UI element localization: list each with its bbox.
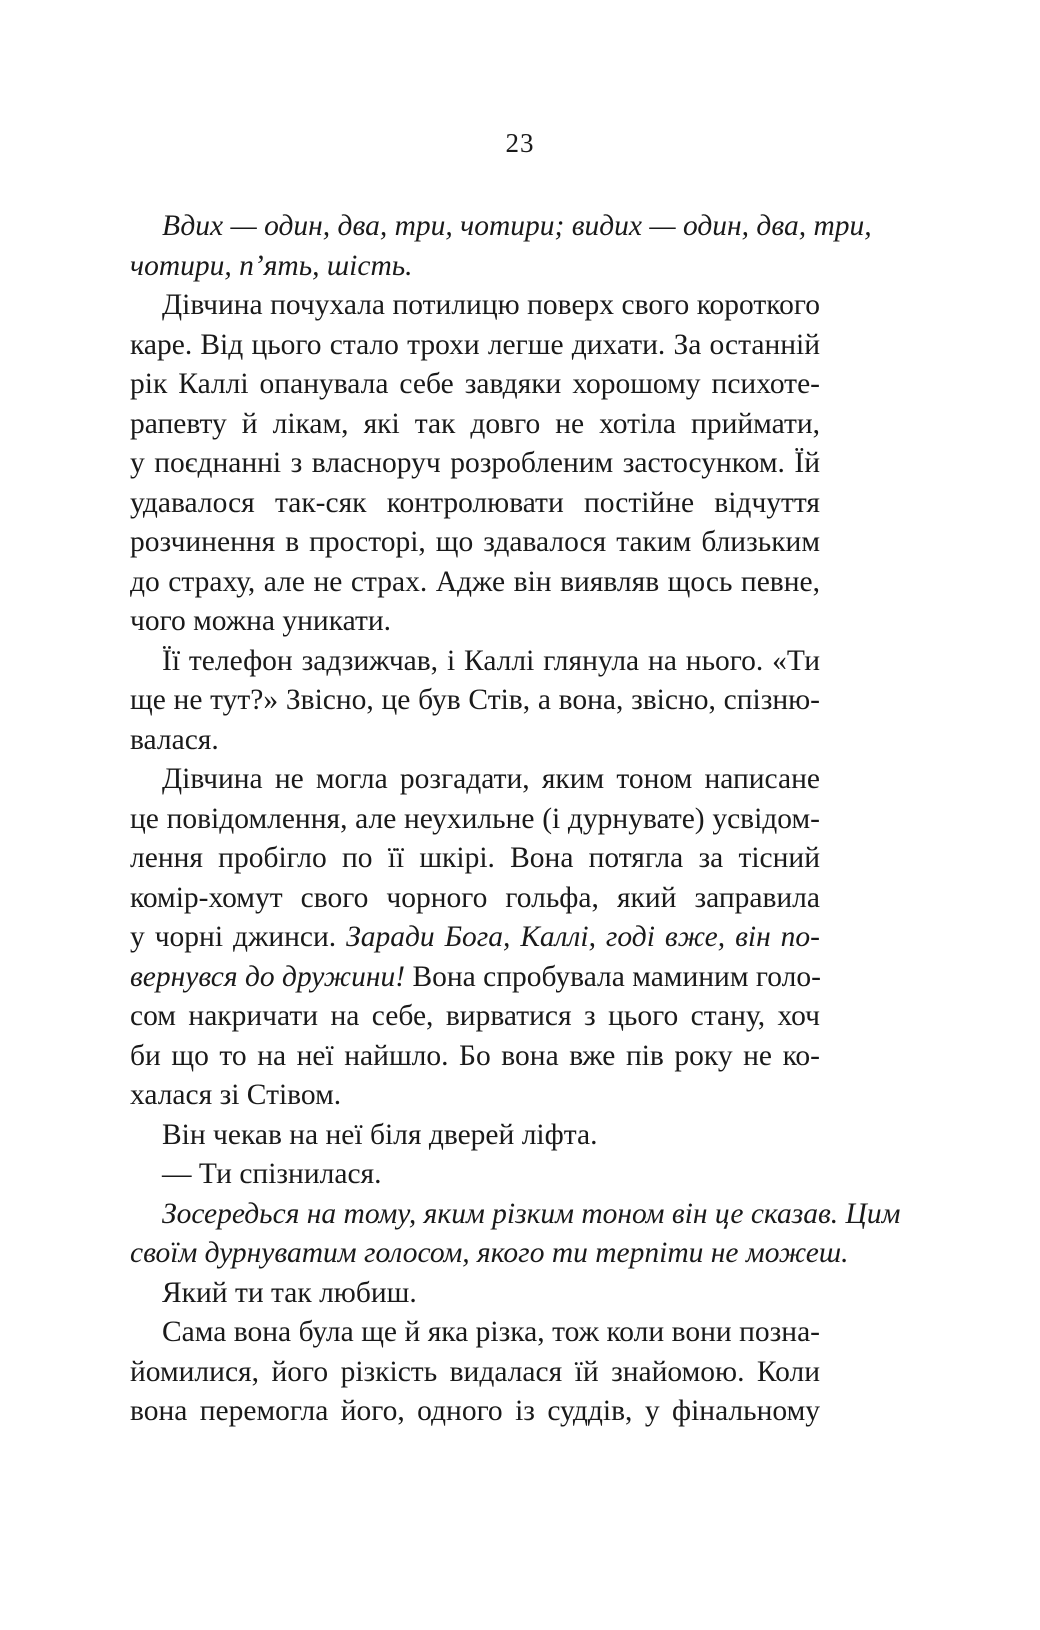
text-segment: валася.	[130, 723, 219, 756]
text-line	[130, 563, 820, 603]
italic-text-segment: вернувся до дружини!	[130, 960, 406, 993]
text-segment: комір-хомут свого чорного гольфа, який заправила	[130, 881, 820, 914]
text-line	[130, 1274, 820, 1314]
text-segment: чого можна уникати.	[130, 605, 391, 637]
text-segment: у поєднанні з власноруч розробленим застосунком. Їй	[130, 447, 820, 479]
italic-text-segment: чотири, п’ять, шість.	[130, 249, 413, 282]
text-line	[130, 444, 820, 484]
text-segment: до страху, але не страх. Адже він виявляв щось певне,	[130, 565, 820, 598]
body-text	[130, 207, 901, 1432]
text-line	[130, 1076, 820, 1116]
text-segment: рапевту й лікам, які так довго не хотіла приймати,	[130, 407, 820, 440]
text-line	[130, 721, 820, 761]
text-line	[130, 1195, 901, 1235]
text-line	[130, 1234, 849, 1274]
text-segment: удавалося так-сяк контролювати постійне відчуття	[130, 486, 820, 519]
text-segment: сом накричати на себе, вирватися з цього стану, хоч	[130, 1000, 820, 1032]
text-line	[130, 1353, 820, 1393]
text-line	[130, 760, 820, 800]
text-segment: Який ти так любиш.	[162, 1276, 417, 1309]
text-line	[130, 958, 820, 998]
text-line	[130, 1313, 820, 1353]
text-segment: Дівчина не могла розгадати, яким тоном написане	[162, 763, 820, 795]
italic-text-segment: Вдих — один, два, три, чотири; видих — один, два, три,	[162, 210, 872, 242]
italic-text-segment: Зосередься на тому, яким різким тоном він це сказав. Цим	[162, 1197, 901, 1230]
text-line	[130, 642, 820, 682]
text-line	[130, 997, 820, 1037]
text-line	[130, 1037, 820, 1077]
text-segment: халася зі Стівом.	[130, 1079, 342, 1111]
text-segment: це повідомлення, але неухильне (і дурнувате) усвідом-	[130, 802, 820, 835]
text-line	[130, 1155, 820, 1195]
text-segment: лення пробігло по її шкірі. Вона потягла за тісний	[130, 842, 820, 874]
text-segment: Він чекав на неї біля дверей ліфта.	[162, 1118, 598, 1151]
italic-text-segment: своїм дурнуватим голосом, якого ти терпіти не можеш.	[130, 1237, 849, 1269]
text-segment: каре. Від цього стало трохи легше дихати. За останній	[130, 328, 820, 361]
text-segment: розчинення в просторі, що здавалося таким близьким	[130, 526, 820, 558]
text-segment: вона перемогла його, одного із суддів, у фінальному	[130, 1395, 820, 1427]
text-line	[130, 484, 820, 524]
text-line	[130, 326, 820, 366]
text-line	[130, 681, 820, 721]
text-line	[130, 247, 820, 287]
text-line	[130, 879, 820, 919]
text-segment: ще не тут?» Звісно, це був Стів, а вона, звісно, спізню-	[130, 684, 820, 716]
text-line	[130, 405, 820, 445]
page-number: 23	[505, 128, 535, 158]
text-line	[130, 839, 820, 879]
text-line	[130, 800, 820, 840]
text-line	[130, 918, 820, 958]
text-segment: йомилися, його різкість видалася їй знайомою. Коли	[130, 1355, 820, 1388]
italic-text-segment: Заради Бога, Каллі, годі вже, він по-	[346, 921, 820, 953]
text-segment: — Ти спізнилася.	[162, 1158, 382, 1190]
text-segment: би що то на неї найшло. Бо вона вже пів року не ко-	[130, 1039, 820, 1072]
text-segment: у чорні джинси.	[130, 921, 347, 953]
text-line	[130, 1116, 820, 1156]
text-line	[130, 365, 820, 405]
text-segment: рік Каллі опанувала себе завдяки хорошому психоте-	[130, 368, 820, 400]
text-line	[130, 286, 820, 326]
text-segment: Вона спробувала маминим голо-	[405, 960, 821, 993]
text-line	[130, 207, 872, 247]
text-segment: Її телефон задзижчав, і Каллі глянула на нього. «Ти	[162, 644, 820, 677]
text-line	[130, 523, 820, 563]
text-segment: Сама вона була ще й яка різка, тож коли вони позна-	[162, 1316, 820, 1348]
text-line	[130, 1392, 820, 1432]
text-segment: Дівчина почухала потилицю поверх свого короткого	[162, 289, 820, 321]
text-line	[130, 602, 820, 642]
